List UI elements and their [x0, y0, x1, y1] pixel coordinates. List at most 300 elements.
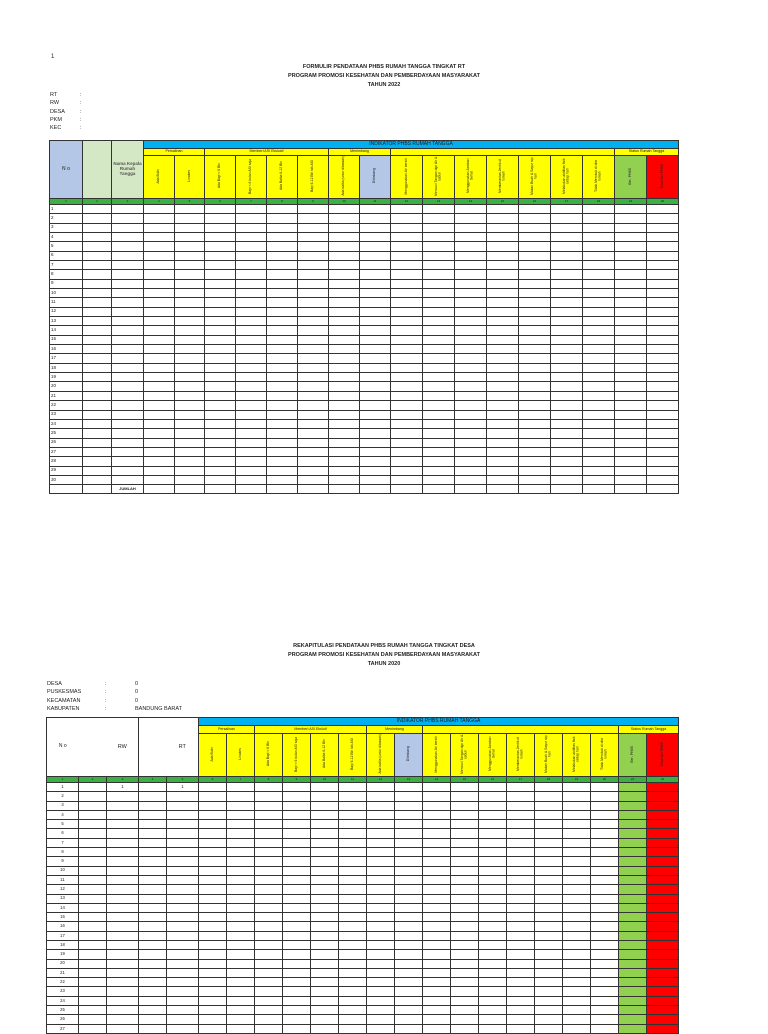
data-cell[interactable]	[583, 307, 615, 316]
data-cell[interactable]	[267, 401, 298, 410]
data-cell[interactable]	[647, 987, 679, 996]
data-cell[interactable]	[112, 345, 144, 354]
data-cell[interactable]	[311, 1006, 339, 1015]
data-cell[interactable]	[199, 848, 227, 857]
data-cell[interactable]	[507, 941, 535, 950]
data-cell[interactable]	[519, 419, 551, 428]
data-cell[interactable]	[227, 885, 255, 894]
data-cell[interactable]	[455, 270, 487, 279]
data-cell[interactable]	[227, 810, 255, 819]
data-cell[interactable]	[255, 875, 283, 884]
data-cell[interactable]	[619, 820, 647, 829]
data-cell[interactable]	[255, 987, 283, 996]
rw-cell[interactable]	[107, 950, 139, 959]
data-cell[interactable]	[395, 987, 423, 996]
data-cell[interactable]	[591, 941, 619, 950]
data-cell[interactable]	[267, 232, 298, 241]
data-cell[interactable]	[615, 214, 647, 223]
data-cell[interactable]	[583, 242, 615, 251]
data-cell[interactable]	[83, 317, 112, 326]
rw-cell[interactable]	[107, 931, 139, 940]
data-cell[interactable]	[367, 1024, 395, 1033]
data-cell[interactable]	[360, 335, 391, 344]
data-cell[interactable]	[451, 782, 479, 791]
data-cell[interactable]	[339, 875, 367, 884]
data-cell[interactable]	[647, 279, 679, 288]
data-cell[interactable]	[615, 326, 647, 335]
data-cell[interactable]	[455, 335, 487, 344]
data-cell[interactable]	[551, 223, 583, 232]
data-cell[interactable]	[391, 410, 423, 419]
data-cell[interactable]	[79, 978, 107, 987]
data-cell[interactable]	[551, 466, 583, 475]
data-cell[interactable]	[563, 913, 591, 922]
total-cell[interactable]	[144, 485, 175, 494]
data-cell[interactable]	[583, 279, 615, 288]
data-cell[interactable]	[619, 866, 647, 875]
data-cell[interactable]	[79, 903, 107, 912]
data-cell[interactable]	[647, 950, 679, 959]
data-cell[interactable]	[79, 922, 107, 931]
data-cell[interactable]	[83, 307, 112, 316]
data-cell[interactable]	[535, 810, 563, 819]
data-cell[interactable]	[487, 298, 519, 307]
data-cell[interactable]	[227, 1024, 255, 1033]
data-cell[interactable]	[311, 866, 339, 875]
data-cell[interactable]	[360, 214, 391, 223]
data-cell[interactable]	[551, 251, 583, 260]
rt-cell[interactable]	[167, 801, 199, 810]
data-cell[interactable]	[205, 457, 236, 466]
data-cell[interactable]	[255, 782, 283, 791]
total-cell[interactable]	[455, 485, 487, 494]
data-cell[interactable]	[112, 251, 144, 260]
data-cell[interactable]	[455, 279, 487, 288]
data-cell[interactable]	[395, 950, 423, 959]
data-cell[interactable]	[591, 959, 619, 968]
data-cell[interactable]	[583, 326, 615, 335]
data-cell[interactable]	[267, 419, 298, 428]
data-cell[interactable]	[507, 857, 535, 866]
data-cell[interactable]	[519, 354, 551, 363]
data-cell[interactable]	[583, 232, 615, 241]
data-cell[interactable]	[311, 792, 339, 801]
data-cell[interactable]	[455, 298, 487, 307]
data-cell[interactable]	[647, 317, 679, 326]
data-cell[interactable]	[329, 447, 360, 456]
data-cell[interactable]	[311, 922, 339, 931]
data-cell[interactable]	[423, 242, 455, 251]
data-cell[interactable]	[227, 838, 255, 847]
data-cell[interactable]	[615, 335, 647, 344]
data-cell[interactable]	[619, 903, 647, 912]
data-cell[interactable]	[139, 987, 167, 996]
data-cell[interactable]	[339, 903, 367, 912]
data-cell[interactable]	[255, 829, 283, 838]
data-cell[interactable]	[329, 410, 360, 419]
data-cell[interactable]	[423, 820, 451, 829]
data-cell[interactable]	[479, 810, 507, 819]
total-cell[interactable]	[647, 485, 679, 494]
data-cell[interactable]	[423, 419, 455, 428]
data-cell[interactable]	[144, 354, 175, 363]
data-cell[interactable]	[298, 382, 329, 391]
data-cell[interactable]	[112, 279, 144, 288]
data-cell[interactable]	[205, 335, 236, 344]
data-cell[interactable]	[236, 354, 267, 363]
data-cell[interactable]	[339, 1024, 367, 1033]
data-cell[interactable]	[519, 447, 551, 456]
data-cell[interactable]	[479, 820, 507, 829]
data-cell[interactable]	[227, 801, 255, 810]
data-cell[interactable]	[144, 270, 175, 279]
data-cell[interactable]	[175, 457, 205, 466]
data-cell[interactable]	[283, 922, 311, 931]
data-cell[interactable]	[311, 885, 339, 894]
data-cell[interactable]	[455, 345, 487, 354]
data-cell[interactable]	[519, 270, 551, 279]
data-cell[interactable]	[360, 373, 391, 382]
data-cell[interactable]	[175, 261, 205, 270]
data-cell[interactable]	[205, 447, 236, 456]
data-cell[interactable]	[451, 1024, 479, 1033]
data-cell[interactable]	[367, 782, 395, 791]
data-cell[interactable]	[367, 1015, 395, 1024]
data-cell[interactable]	[391, 214, 423, 223]
data-cell[interactable]	[79, 782, 107, 791]
data-cell[interactable]	[339, 1006, 367, 1015]
rt-cell[interactable]	[167, 996, 199, 1005]
data-cell[interactable]	[329, 204, 360, 213]
data-cell[interactable]	[227, 829, 255, 838]
data-cell[interactable]	[479, 1024, 507, 1033]
data-cell[interactable]	[227, 875, 255, 884]
data-cell[interactable]	[83, 223, 112, 232]
data-cell[interactable]	[311, 996, 339, 1005]
data-cell[interactable]	[451, 894, 479, 903]
data-cell[interactable]	[339, 820, 367, 829]
data-cell[interactable]	[551, 475, 583, 484]
data-cell[interactable]	[551, 261, 583, 270]
data-cell[interactable]	[615, 204, 647, 213]
data-cell[interactable]	[339, 801, 367, 810]
data-cell[interactable]	[144, 289, 175, 298]
data-cell[interactable]	[360, 382, 391, 391]
data-cell[interactable]	[647, 978, 679, 987]
data-cell[interactable]	[298, 457, 329, 466]
data-cell[interactable]	[423, 289, 455, 298]
data-cell[interactable]	[144, 466, 175, 475]
data-cell[interactable]	[591, 866, 619, 875]
data-cell[interactable]	[255, 885, 283, 894]
data-cell[interactable]	[236, 242, 267, 251]
data-cell[interactable]	[79, 987, 107, 996]
data-cell[interactable]	[339, 968, 367, 977]
total-cell[interactable]	[583, 485, 615, 494]
data-cell[interactable]	[205, 270, 236, 279]
data-cell[interactable]	[112, 354, 144, 363]
data-cell[interactable]	[647, 363, 679, 372]
data-cell[interactable]	[451, 857, 479, 866]
data-cell[interactable]	[519, 204, 551, 213]
data-cell[interactable]	[79, 838, 107, 847]
data-cell[interactable]	[112, 289, 144, 298]
data-cell[interactable]	[227, 782, 255, 791]
data-cell[interactable]	[423, 922, 451, 931]
total-cell[interactable]	[360, 485, 391, 494]
data-cell[interactable]	[329, 401, 360, 410]
data-cell[interactable]	[619, 1006, 647, 1015]
rw-cell[interactable]	[107, 1006, 139, 1015]
data-cell[interactable]	[615, 410, 647, 419]
data-cell[interactable]	[360, 317, 391, 326]
data-cell[interactable]	[507, 1006, 535, 1015]
data-cell[interactable]	[507, 838, 535, 847]
data-cell[interactable]	[112, 373, 144, 382]
data-cell[interactable]	[423, 410, 455, 419]
data-cell[interactable]	[591, 1006, 619, 1015]
data-cell[interactable]	[479, 941, 507, 950]
data-cell[interactable]	[551, 447, 583, 456]
data-cell[interactable]	[391, 289, 423, 298]
data-cell[interactable]	[199, 996, 227, 1005]
data-cell[interactable]	[199, 931, 227, 940]
data-cell[interactable]	[487, 223, 519, 232]
data-cell[interactable]	[255, 866, 283, 875]
data-cell[interactable]	[329, 223, 360, 232]
data-cell[interactable]	[451, 931, 479, 940]
data-cell[interactable]	[391, 251, 423, 260]
data-cell[interactable]	[479, 848, 507, 857]
data-cell[interactable]	[175, 382, 205, 391]
data-cell[interactable]	[395, 941, 423, 950]
data-cell[interactable]	[83, 466, 112, 475]
data-cell[interactable]	[205, 298, 236, 307]
data-cell[interactable]	[144, 345, 175, 354]
data-cell[interactable]	[205, 354, 236, 363]
rt-cell[interactable]	[167, 866, 199, 875]
data-cell[interactable]	[144, 391, 175, 400]
data-cell[interactable]	[144, 447, 175, 456]
data-cell[interactable]	[423, 391, 455, 400]
data-cell[interactable]	[339, 978, 367, 987]
data-cell[interactable]	[339, 866, 367, 875]
data-cell[interactable]	[205, 261, 236, 270]
data-cell[interactable]	[487, 382, 519, 391]
data-cell[interactable]	[339, 792, 367, 801]
data-cell[interactable]	[615, 354, 647, 363]
data-cell[interactable]	[283, 1015, 311, 1024]
data-cell[interactable]	[615, 242, 647, 251]
data-cell[interactable]	[391, 438, 423, 447]
rw-cell[interactable]	[107, 801, 139, 810]
data-cell[interactable]	[423, 373, 455, 382]
data-cell[interactable]	[479, 978, 507, 987]
data-cell[interactable]	[451, 996, 479, 1005]
data-cell[interactable]	[298, 410, 329, 419]
data-cell[interactable]	[423, 903, 451, 912]
data-cell[interactable]	[199, 903, 227, 912]
data-cell[interactable]	[591, 801, 619, 810]
data-cell[interactable]	[563, 848, 591, 857]
data-cell[interactable]	[535, 885, 563, 894]
data-cell[interactable]	[298, 401, 329, 410]
data-cell[interactable]	[83, 335, 112, 344]
data-cell[interactable]	[563, 1024, 591, 1033]
data-cell[interactable]	[615, 345, 647, 354]
data-cell[interactable]	[236, 214, 267, 223]
data-cell[interactable]	[487, 307, 519, 316]
data-cell[interactable]	[479, 987, 507, 996]
data-cell[interactable]	[79, 913, 107, 922]
data-cell[interactable]	[283, 978, 311, 987]
data-cell[interactable]	[395, 931, 423, 940]
data-cell[interactable]	[519, 401, 551, 410]
data-cell[interactable]	[339, 810, 367, 819]
data-cell[interactable]	[360, 232, 391, 241]
data-cell[interactable]	[339, 941, 367, 950]
data-cell[interactable]	[144, 429, 175, 438]
data-cell[interactable]	[360, 270, 391, 279]
data-cell[interactable]	[311, 838, 339, 847]
data-cell[interactable]	[112, 335, 144, 344]
rw-cell[interactable]	[107, 857, 139, 866]
data-cell[interactable]	[619, 801, 647, 810]
data-cell[interactable]	[519, 317, 551, 326]
data-cell[interactable]	[487, 410, 519, 419]
data-cell[interactable]	[615, 270, 647, 279]
data-cell[interactable]	[79, 857, 107, 866]
rw-cell[interactable]	[107, 829, 139, 838]
data-cell[interactable]	[563, 922, 591, 931]
data-cell[interactable]	[175, 223, 205, 232]
data-cell[interactable]	[298, 326, 329, 335]
data-cell[interactable]	[367, 875, 395, 884]
data-cell[interactable]	[423, 848, 451, 857]
rw-cell[interactable]	[107, 978, 139, 987]
data-cell[interactable]	[583, 289, 615, 298]
data-cell[interactable]	[144, 317, 175, 326]
data-cell[interactable]	[391, 335, 423, 344]
data-cell[interactable]	[255, 857, 283, 866]
data-cell[interactable]	[339, 950, 367, 959]
data-cell[interactable]	[423, 457, 455, 466]
data-cell[interactable]	[647, 941, 679, 950]
data-cell[interactable]	[451, 978, 479, 987]
data-cell[interactable]	[267, 242, 298, 251]
data-cell[interactable]	[591, 978, 619, 987]
data-cell[interactable]	[144, 457, 175, 466]
data-cell[interactable]	[551, 307, 583, 316]
data-cell[interactable]	[298, 242, 329, 251]
data-cell[interactable]	[583, 419, 615, 428]
data-cell[interactable]	[391, 354, 423, 363]
data-cell[interactable]	[583, 429, 615, 438]
data-cell[interactable]	[298, 335, 329, 344]
data-cell[interactable]	[298, 298, 329, 307]
data-cell[interactable]	[83, 204, 112, 213]
data-cell[interactable]	[451, 950, 479, 959]
data-cell[interactable]	[339, 1015, 367, 1024]
data-cell[interactable]	[507, 848, 535, 857]
data-cell[interactable]	[255, 1015, 283, 1024]
data-cell[interactable]	[563, 829, 591, 838]
rw-cell[interactable]	[107, 959, 139, 968]
rt-cell[interactable]	[167, 950, 199, 959]
data-cell[interactable]	[423, 782, 451, 791]
data-cell[interactable]	[139, 941, 167, 950]
data-cell[interactable]	[311, 820, 339, 829]
data-cell[interactable]	[507, 782, 535, 791]
data-cell[interactable]	[647, 391, 679, 400]
data-cell[interactable]	[535, 838, 563, 847]
data-cell[interactable]	[199, 820, 227, 829]
data-cell[interactable]	[391, 429, 423, 438]
data-cell[interactable]	[551, 354, 583, 363]
data-cell[interactable]	[175, 354, 205, 363]
data-cell[interactable]	[144, 204, 175, 213]
data-cell[interactable]	[112, 401, 144, 410]
rt-cell[interactable]	[167, 931, 199, 940]
data-cell[interactable]	[423, 968, 451, 977]
data-cell[interactable]	[391, 298, 423, 307]
data-cell[interactable]	[283, 894, 311, 903]
data-cell[interactable]	[583, 457, 615, 466]
data-cell[interactable]	[311, 801, 339, 810]
data-cell[interactable]	[227, 903, 255, 912]
data-cell[interactable]	[583, 410, 615, 419]
data-cell[interactable]	[139, 866, 167, 875]
data-cell[interactable]	[144, 261, 175, 270]
data-cell[interactable]	[583, 438, 615, 447]
data-cell[interactable]	[199, 792, 227, 801]
data-cell[interactable]	[205, 204, 236, 213]
data-cell[interactable]	[423, 1006, 451, 1015]
data-cell[interactable]	[205, 391, 236, 400]
data-cell[interactable]	[255, 894, 283, 903]
data-cell[interactable]	[311, 829, 339, 838]
data-cell[interactable]	[423, 261, 455, 270]
data-cell[interactable]	[267, 457, 298, 466]
data-cell[interactable]	[283, 987, 311, 996]
data-cell[interactable]	[139, 782, 167, 791]
data-cell[interactable]	[423, 810, 451, 819]
data-cell[interactable]	[519, 335, 551, 344]
data-cell[interactable]	[255, 968, 283, 977]
data-cell[interactable]	[507, 978, 535, 987]
data-cell[interactable]	[519, 475, 551, 484]
data-cell[interactable]	[451, 875, 479, 884]
data-cell[interactable]	[175, 317, 205, 326]
data-cell[interactable]	[267, 317, 298, 326]
data-cell[interactable]	[329, 298, 360, 307]
data-cell[interactable]	[236, 279, 267, 288]
data-cell[interactable]	[619, 1024, 647, 1033]
data-cell[interactable]	[236, 335, 267, 344]
data-cell[interactable]	[479, 968, 507, 977]
data-cell[interactable]	[647, 401, 679, 410]
data-cell[interactable]	[647, 354, 679, 363]
data-cell[interactable]	[535, 848, 563, 857]
data-cell[interactable]	[144, 401, 175, 410]
data-cell[interactable]	[591, 820, 619, 829]
data-cell[interactable]	[139, 959, 167, 968]
data-cell[interactable]	[647, 996, 679, 1005]
data-cell[interactable]	[139, 1015, 167, 1024]
data-cell[interactable]	[647, 838, 679, 847]
data-cell[interactable]	[479, 829, 507, 838]
data-cell[interactable]	[455, 401, 487, 410]
